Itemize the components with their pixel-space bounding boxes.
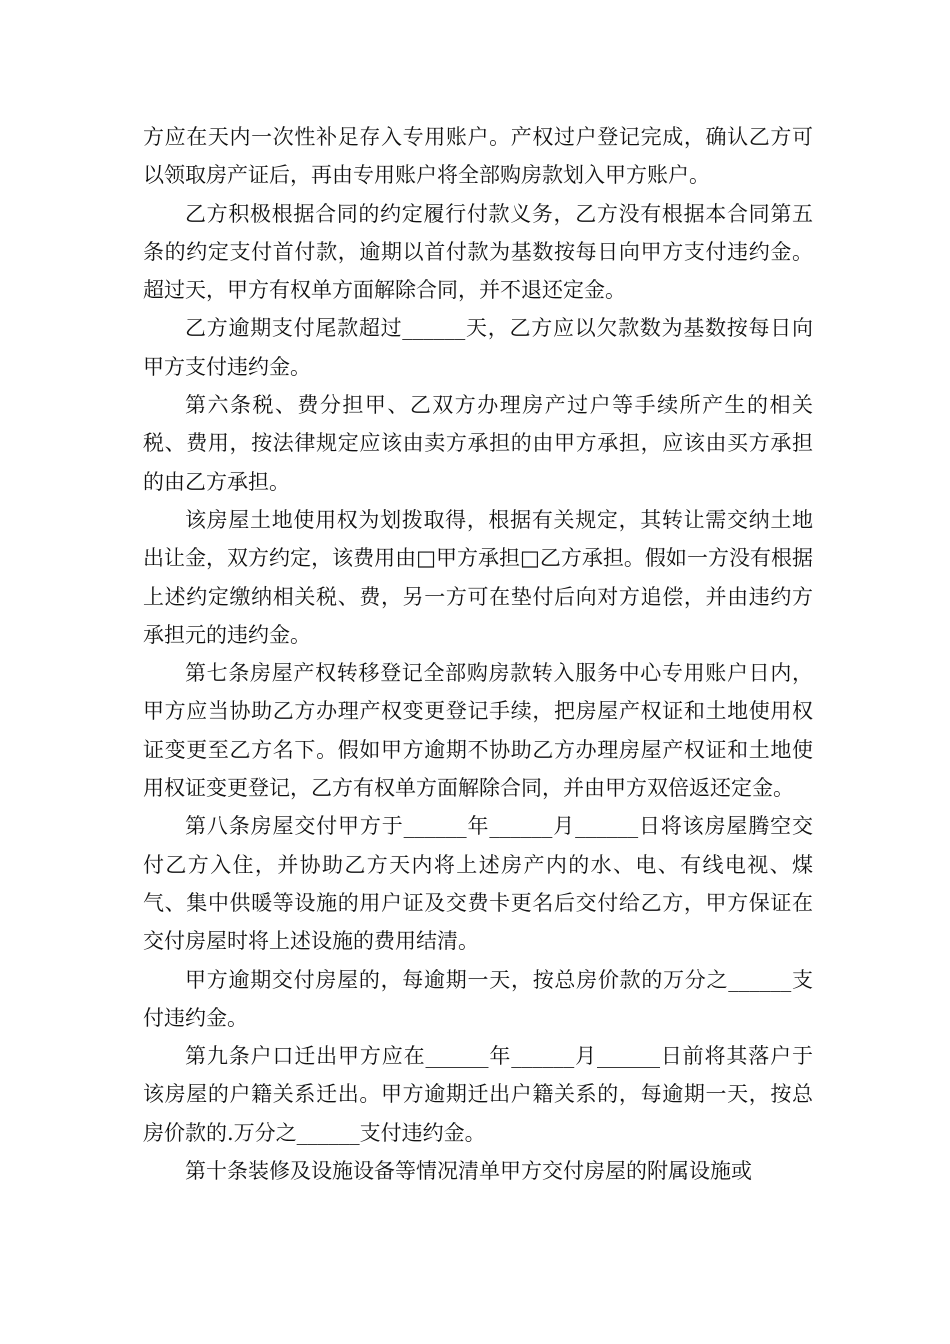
document-body [143,118,813,1190]
paragraph-late-delivery-penalty: 甲方逾期交付房屋的，每逾期一天，按总房价款的万分之______支付违约金。 [143,967,813,1030]
paragraph-final-payment-breach: 乙方逾期支付尾款超过______天，乙方应以欠款数为基数按每日向甲方支付违约金。 [143,316,813,379]
paragraph-article-6-taxes: 第六条税、费分担甲、乙双方办理房产过户等手续所产生的相关税、费用，按法律规定应该由卖方承担的由甲方承担，应该由买方承担的由乙方承担。 [143,393,813,494]
paragraph-article-7-registration: 第七条房屋产权转移登记全部购房款转入服务中心专用账户日内，甲方应当协助乙方办理产权变更登记手续，把房屋产权证和土地使用权证变更至乙方名下。假如甲方逾期不协助乙方办理房屋产权证和土地使用权证变更登记，乙方有权单方面解除合同，并由甲方双倍返还定金。 [143,661,813,801]
paragraph-land-transfer-fee: 该房屋土地使用权为划拨取得，根据有关规定，其转让需交纳土地出让金，双方约定，该费用由□甲方承担□乙方承担。假如一方没有根据上述约定缴纳相关税、费，另一方可在垫付后向对方追偿，并由违约方承担元的违约金。 [143,507,813,647]
paragraph-article-10-fixtures: 第十条装修及设施设备等情况清单甲方交付房屋的附属设施或 [185,1159,752,1184]
paragraph-article-9-household: 第九条户口迁出甲方应在______年______月______日前将其落户于该房屋的户籍关系迁出。甲方逾期迁出户籍关系的，每逾期一天，按总房价款的.万分之______支付违约金。 [143,1044,813,1145]
paragraph-down-payment-breach: 乙方积极根据合同的约定履行付款义务，乙方没有根据本合同第五条的约定支付首付款，逾期以首付款为基数按每日向甲方支付违约金。超过天，甲方有权单方面解除合同，并不退还定金。 [143,201,813,303]
paragraph-payment-deposit: 方应在天内一次性补足存入专用账户。产权过户登记完成，确认乙方可以领取房产证后，再由专用账户将全部购房款划入甲方账户。 [143,125,813,188]
paragraph-article-8-delivery: 第八条房屋交付甲方于______年______月______日将该房屋腾空交付乙方入住，并协助乙方天内将上述房产内的水、电、有线电视、煤气、集中供暖等设施的用户证及交费卡更名后交付给乙方，甲方保证在交付房屋时将上述设施的费用结清。 [143,814,813,954]
